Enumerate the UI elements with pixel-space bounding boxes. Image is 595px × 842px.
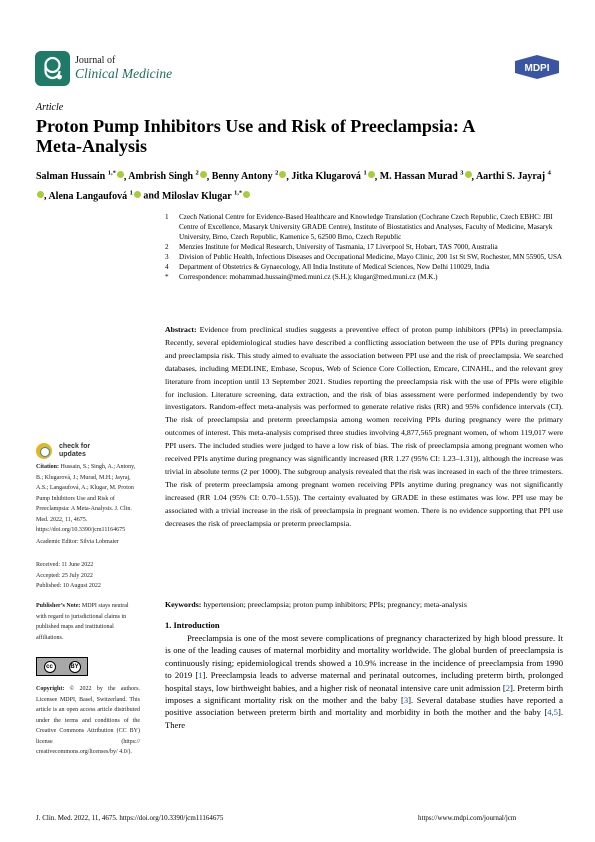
author-affiliation-marker: 3 (460, 170, 464, 177)
reference-link[interactable]: 3 (403, 695, 409, 706)
affiliation-item (165, 242, 565, 252)
abstract-label: Abstract: (165, 325, 197, 334)
orcid-icon[interactable] (243, 191, 250, 198)
affiliation-number: 3 (165, 253, 169, 261)
orcid-icon[interactable] (279, 171, 286, 178)
orcid-icon[interactable] (117, 171, 124, 178)
author-name: Miloslav Klugar (161, 190, 232, 202)
publisher-note-label: Publisher’s Note: (36, 603, 81, 609)
article-title: Proton Pump Inhibitors Use and Risk of Preeclampsia: A Meta-Analysis (36, 116, 475, 156)
journal-logo-icon (35, 51, 70, 86)
mdpi-logo-icon[interactable] (515, 55, 559, 84)
orcid-icon[interactable] (368, 171, 375, 178)
author-name: Benny Antony (211, 171, 273, 183)
intro-text-segment: ]. There (165, 707, 563, 730)
academic-editor: Academic Editor: Silvia Lobmaier (36, 539, 119, 545)
check-updates-icon (36, 443, 52, 459)
section-heading-introduction: 1. Introduction (165, 620, 220, 630)
intro-text-segment: ]. Preeclampsia leads to adverse maternal and perinatal outcomes, including preterm birth, prolonged hospital stays, low birthweight babies, and a higher risk of neonatal intensive care unit admission [ (165, 670, 564, 693)
cc-icon: cc (44, 661, 56, 673)
orcid-icon[interactable] (134, 191, 141, 198)
article-type: Article (36, 102, 64, 113)
by-icon: BY (69, 661, 81, 673)
cc-by-license-icon[interactable] (36, 657, 88, 676)
affiliation-text: Division of Public Health, Infectious Diseases and Occupational Medicine, Mayo Clinic, 200 1st St SW, Rochester, MN 55905, USA (179, 253, 563, 261)
affiliation-text: Department of Obstetrics & Gynaecology, All India Institute of Medical Sciences, New Delhi 110029, India (179, 263, 490, 271)
affiliation-number: 2 (165, 243, 169, 251)
accepted-date: Accepted: 25 July 2022 (36, 572, 93, 579)
affiliation-text: Menzies Institute for Medical Research, University of Tasmania, 17 Liverpool St, Hobart, TAS 7000, Australia (179, 243, 498, 251)
author-name: Ambrish Singh (128, 171, 194, 183)
affiliation-number: 1 (165, 213, 169, 221)
citation-text: Hussain, S.; Singh, A.; Antony, B.; Klugarová, J.; Murad, M.H.; Jayraj, A.S.; Langaufová, A.; Klugar, M. Proton Pump Inhibitors Use and Risk of Preeclampsia: A Meta-Analysis. J. Clin. Med. 2022, 11, 4675. https://doi.org/10.3390/jcm11164675 (36, 464, 136, 533)
journal-name-line1: Journal of (75, 55, 116, 66)
abstract (165, 324, 563, 531)
published-date: Published: 10 August 2022 (36, 583, 101, 589)
keywords (165, 599, 563, 610)
affiliation-item (165, 212, 565, 242)
publisher-note (36, 601, 136, 643)
author-affiliation-marker: 1,* (107, 170, 116, 177)
author-affiliation-marker: 4 (547, 170, 551, 177)
received-date: Received: 11 June 2022 (36, 562, 94, 568)
keywords-label: Keywords: (165, 600, 202, 609)
footer-citation: J. Clin. Med. 2022, 11, 4675. https://doi.org/10.3390/jcm11164675 (36, 814, 224, 822)
affiliation-item (165, 272, 565, 282)
orcid-icon[interactable] (465, 171, 472, 178)
check-for-updates-button[interactable] (36, 442, 90, 460)
keywords-text: hypertension; preeclampsia; proton pump inhibitors; PPIs; pregnancy; meta-analysis (203, 600, 467, 609)
author-name: Salman Hussain (36, 171, 106, 183)
affiliation-item (165, 262, 565, 272)
author-affiliation-marker: 1 (129, 189, 133, 197)
orcid-icon[interactable] (37, 191, 44, 198)
intro-text-segment: ]. Several database studies have reported a positive association between preterm birth and mortality and morbidity in both the mother and the baby [ (165, 695, 563, 718)
citation-block (36, 462, 136, 536)
affiliations (165, 212, 565, 282)
check-updates-label: check for updates (59, 443, 91, 459)
author-affiliation-marker: 2 (195, 170, 199, 177)
copyright-text: © 2022 by the authors. Licensee MDPI, Basel, Switzerland. This article is an open access article distributed under the terms and conditions of the Creative Commons Attribution (CC BY) license (https:// creativecommons.org/licenses/by/ 4.0/). (36, 686, 140, 755)
mdpi-logo-text: MDPI (524, 63, 550, 74)
reference-link[interactable]: 2 (505, 682, 511, 693)
author-name: Jitka Klugarová (291, 171, 361, 183)
intro-text-segment: Preeclampsia is one of the most severe complications of pregnancy characterized by high blood pressure. It is one of the leading causes of maternal morbidity and mortality worldwide. The global burden of preeclampsia is continuously rising; epidemiological trends showed a 10.9% increase in the incidence of preeclampsia from 1990 to 2019 [ (165, 633, 563, 681)
affiliation-number: * (165, 273, 169, 281)
author (48, 191, 140, 202)
publisher-note-text: MDPI stays neutral with regard to jurisdictional claims in published maps and institutional affiliations. (36, 603, 129, 641)
author (380, 171, 472, 182)
author (212, 171, 287, 182)
author-list: Salman Hussain $^{1,*}$ , Ambrish Singh $^2$ , Benny Antony $^2$ , Jitka Klugarová $^1$ , M. Hassan Murad $^3$ , Aarthi S. Jayraj $^4$, Alena Langaufová $^1$ and Miloslav Klugar $^{1,*}$ (36, 170, 551, 202)
author-name: Aarthi S. Jayraj (475, 171, 546, 183)
copyright-notice (36, 684, 140, 758)
author (291, 171, 374, 182)
reference-link[interactable]: 1 (198, 670, 203, 681)
intro-text-segment: ]. Preterm birth imposes a significant mortality risk on the mother and the baby [ (165, 682, 564, 706)
author-affiliation-marker: 1,* (234, 189, 243, 197)
author-affiliation-marker: 2 (275, 170, 279, 177)
affiliation-item (165, 252, 565, 262)
affiliation-text: Czech National Centre for Evidence-Based Healthcare and Knowledge Translation (Cochrane Czech Republic, Czech EBHC: JBI Centre of Excellence, Masaryk University GRADE Centre), Institute of Biostatistics and Analyses, Faculty of Medicine, Masaryk University, Brno, Czech Republic, Kamenice 5, 62500 Brno, Czech Republic (179, 213, 553, 241)
introduction-paragraph (165, 632, 563, 731)
journal-name-line2: Clinical Medicine (75, 66, 173, 81)
footer-journal-link[interactable]: https://www.mdpi.com/journal/jcm (418, 814, 517, 822)
publication-dates (36, 560, 136, 592)
citation-label: Citation: (36, 464, 59, 470)
author (36, 171, 124, 182)
affiliation-text: Correspondence: mohammad.hussain@med.muni.cz (S.H.); klugar@med.muni.cz (M.K.) (179, 273, 438, 281)
affiliation-number: 4 (165, 263, 169, 271)
orcid-icon[interactable] (200, 171, 207, 178)
author (162, 191, 250, 202)
author-name: M. Hassan Murad (379, 171, 458, 183)
author-name: Alena Langaufová (48, 190, 128, 202)
author-affiliation-marker: 1 (363, 170, 367, 177)
reference-link[interactable]: 4,5 (547, 707, 558, 718)
copyright-label: Copyright: (36, 686, 65, 692)
author (128, 171, 207, 182)
journal-name (75, 54, 172, 80)
abstract-text: Evidence from preclinical studies suggests a preventive effect of proton pump inhibitors (PPIs) in preeclampsia. Recently, several epidemiological studies have described a conflicting association between the use of PPIs during pregnancy and preeclampsia risk. This study aimed to evaluate the association between PPI use and the risk of preeclampsia. We searched databases, including MEDLINE, Embase, Scopus, Web of Science Core Collection, Emcare, CINAHL, and the relevant grey literature from inception until 13 September 2021. Studies reporting the preeclampsia risk with the use of PPIs were eligible for inclusion. Literature screening, data extraction, and the risk of bias assessment were performed independently by two investigators. Random-effect meta-analysis was performed to generate relative risks (RR) and 95% confidence intervals (CI). The risk of preeclampsia and preterm preeclampsia among women receiving PPIs during pregnancy were the primary outcomes of interest. This meta-analysis comprised three studies involving 4,877,565 pregnant women, of whom 119,017 were PPI users. The included studies were judged to have a low risk of bias. The risk of preeclampsia among pregnant women who received PPIs anytime during pregnancy was significantly increased (RR 1.27 (95% CI: 1.23–1.31)), although the increase was trivial in absolute terms (2 per 1000). The subgroup analysis revealed that the risk was increased in each of the three trimesters. The risk of preterm preeclampsia among pregnant women receiving PPIs anytime during pregnancy was not significantly increased (RR 1.04 (95% CI: 0.70–1.55)). The certainty evaluated by GRADE in these estimates was low. PPI use may be associated with a trivial increase in the risk of preeclampsia in pregnant women. There is no evidence supporting that PPI use decreases the risk of preeclampsia or preterm preeclampsia. (165, 325, 564, 528)
